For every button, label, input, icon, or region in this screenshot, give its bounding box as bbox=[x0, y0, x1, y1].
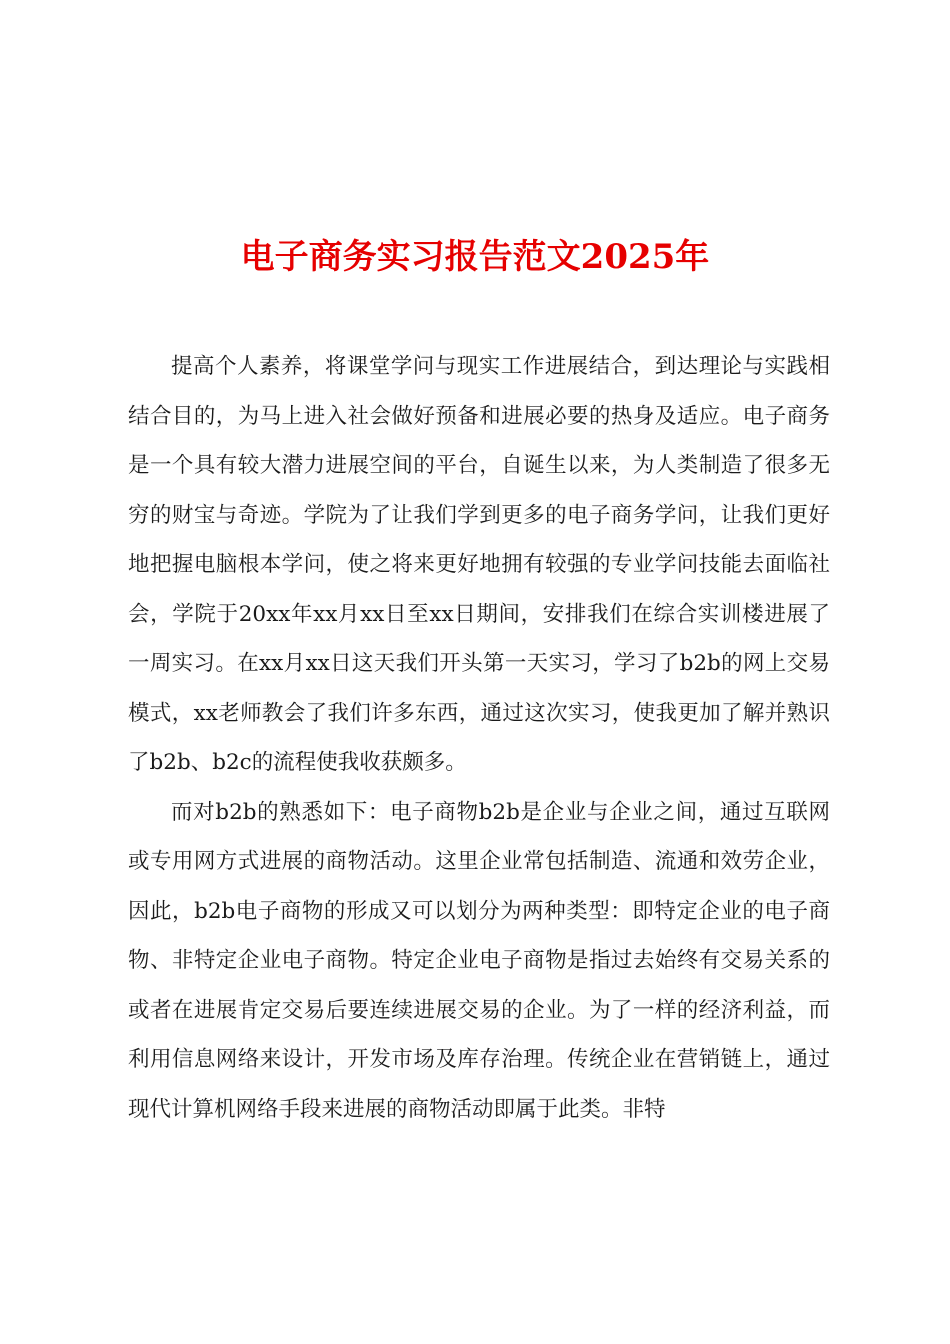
document-body bbox=[128, 342, 830, 1134]
paragraph-1: 提高个人素养，将课堂学问与现实工作进展结合，到达理论与实践相结合目的，为马上进入社会做好预备和进展必要的热身及适应。电子商务是一个具有较大潜力进展空间的平台，自诞生以来，为人类制造了很多无穷的财宝与奇迹。学院为了让我们学到更多的电子商务学问，让我们更好地把握电脑根本学问，使之将来更好地拥有较强的专业学问技能去面临社会，学院于20xx年xx月xx日至xx日期间，安排我们在综合实训楼进展了一周实习。在xx月xx日这天我们开头第一天实习，学习了b2b的网上交易模式，xx老师教会了我们许多东西，通过这次实习，使我更加了解并熟识了b2b、b2c的流程使我收获颇多。 bbox=[128, 354, 830, 775]
paragraph-2: 而对b2b的熟悉如下：电子商物b2b是企业与企业之间，通过互联网或专用网方式进展的商物活动。这里企业常包括制造、流通和效劳企业，因此，b2b电子商物的形成又可以划分为两种类型：即特定企业的电子商物、非特定企业电子商物。特定企业电子商物是指过去始终有交易关系的或者在进展肯定交易后要连续进展交易的企业。为了一样的经济利益，而利用信息网络来设计，开发市场及库存治理。传统企业在营销链上，通过现代计算机网络手段来进展的商物活动即属于此类。非特 bbox=[128, 799, 830, 1122]
document-title: 电子商务实习报告范文2025年 bbox=[240, 236, 710, 277]
